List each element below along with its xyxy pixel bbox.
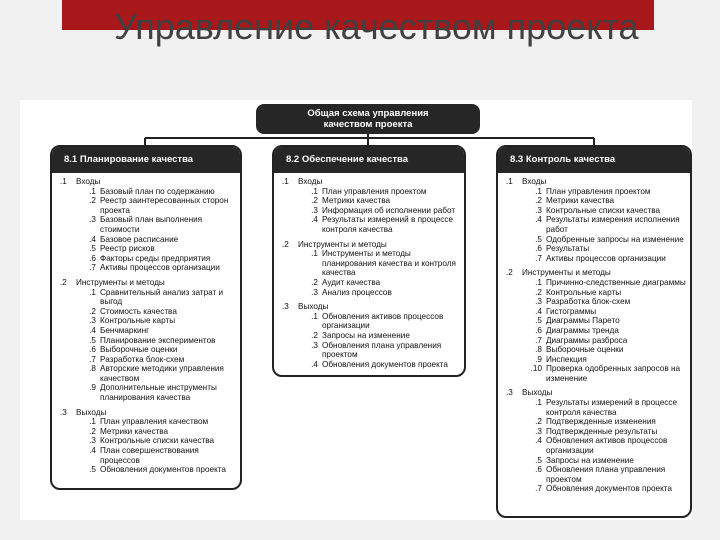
item-number: .7 [535,335,542,345]
section-items [300,187,460,235]
list-item [524,326,686,336]
item-number: .2 [311,196,318,206]
item-number: .1 [89,417,96,427]
list-item [524,456,686,466]
item-number: .9 [89,383,96,393]
section-title: Входы [76,177,101,186]
item-number: .5 [89,244,96,254]
list-item [78,417,236,427]
item-text: Контрольные списки качества [100,436,215,446]
item-text: План управления качеством [100,417,209,427]
section-title: Инструменты и методы [76,277,165,287]
item-text: Обновления активов процессов организации [322,311,444,331]
list-item [524,278,686,288]
list-item [78,187,236,197]
item-number: .1 [89,287,96,297]
item-number: .5 [89,335,96,345]
list-item [78,254,236,264]
item-text: Причинно-следственные диаграммы [546,277,686,287]
list-item [78,244,236,254]
item-text: Результаты измерений в процессе контроля качества [322,215,454,234]
root-line-1: Общая схема управления [307,108,429,119]
item-text: Метрики качества [322,196,391,206]
item-number: .8 [89,364,96,374]
column-header: 8.1 Планирование качества [52,147,240,173]
column-header: 8.2 Обеспечение качества [274,147,464,173]
item-text: План управления проектом [546,186,651,196]
item-text: Планирование экспериментов [100,335,216,345]
list-item [78,436,236,446]
item-text: Обновления документов проекта [546,484,672,494]
section-number: .2 [60,277,67,287]
item-number: .4 [89,325,96,335]
item-text: Обновления документов проекта [100,465,226,475]
list-item [78,465,236,475]
item-number: .1 [535,277,542,287]
item-number: .7 [89,263,96,273]
item-number: .2 [311,330,318,340]
section-items [300,312,460,370]
list-item [524,364,686,383]
column-quality-planning [50,145,242,490]
item-text: Реестр рисков [100,244,155,254]
item-text: Выборочные оценки [546,345,624,355]
section-title: Входы [522,177,547,186]
item-number: .3 [535,426,542,436]
item-text: Стоимость качества [100,306,177,316]
section-number: .1 [60,177,67,186]
item-text: Подтвержденные изменения [546,417,656,427]
item-text: Подтвержденные результаты [546,426,658,436]
section-gap [60,273,236,277]
list-item [524,288,686,298]
item-text: Одобренные запросы на изменение [546,234,684,244]
item-number: .2 [89,196,96,206]
item-text: Реестр заинтересованных сторон проекта [100,196,229,215]
section-number: .3 [506,388,513,398]
item-text: Разработка блок-схем [100,354,185,364]
section-title: Входы [298,177,323,186]
item-text: Результаты измерения исполнения работ [546,215,680,234]
section-heading [282,240,460,250]
list-item [78,326,236,336]
list-item [78,215,236,234]
item-number: .10 [530,364,542,374]
list-item [300,360,460,370]
item-number: .4 [311,359,318,369]
section-heading [282,177,460,187]
list-item [78,336,236,346]
list-item [300,196,460,206]
item-text: Бенчмаркинг [100,325,150,335]
section-number: .2 [282,239,289,249]
item-number: .4 [89,234,96,244]
item-number: .5 [535,316,542,326]
list-item [524,215,686,234]
item-text: Факторы среды предприятия [100,253,211,263]
item-text: Запросы на изменение [322,330,410,340]
section-gap [60,403,236,407]
item-number: .2 [89,306,96,316]
section-heading [506,177,686,187]
list-item [78,355,236,365]
item-number: .4 [89,446,96,456]
item-text: Результаты [546,244,590,254]
list-item [300,278,460,288]
item-text: Запросы на изменение [546,455,634,465]
item-text: Обновления плана управления проектом [322,340,442,360]
list-item [78,288,236,307]
item-text: Разработка блок-схем [546,297,631,307]
column-quality-control [496,145,692,518]
item-number: .4 [311,215,318,225]
list-item [524,196,686,206]
column-quality-assurance [272,145,466,377]
item-number: .8 [535,345,542,355]
root-line-2: качеством проекта [323,119,413,130]
item-text: Метрики качества [100,426,169,436]
section-number: .3 [60,407,67,417]
item-number: .1 [535,398,542,408]
list-item [524,235,686,245]
section-number: .2 [506,268,513,278]
item-text: Результаты измерений в процессе контроля качества [546,398,678,417]
column-body [274,173,464,369]
section-items [78,187,236,273]
item-number: .5 [89,465,96,475]
list-item [78,316,236,326]
item-number: .3 [89,316,96,326]
item-number: .3 [311,205,318,215]
list-item [524,316,686,326]
list-item [524,345,686,355]
item-text: Диаграммы Парето [546,316,620,326]
item-text: План управления проектом [322,186,427,196]
item-text: Базовый план по содержанию [100,186,215,196]
section-items [300,249,460,297]
item-text: Выборочные оценки [100,345,178,355]
column-header: 8.3 Контроль качества [498,147,690,173]
list-item [78,446,236,465]
item-number: .7 [535,484,542,494]
section-items [524,187,686,264]
item-text: Обновления плана управления проектом [546,465,666,484]
section-title: Выходы [76,407,107,417]
item-number: .4 [535,436,542,446]
item-number: .1 [311,249,318,259]
section-number: .3 [282,302,289,312]
item-number: .1 [89,186,96,196]
item-number: .6 [89,253,96,263]
list-item [524,484,686,494]
section-heading [60,177,236,187]
item-number: .6 [535,325,542,335]
item-number: .2 [89,426,96,436]
item-text: Дополнительные инструменты планирования качества [100,383,217,403]
item-number: .3 [311,287,318,297]
item-number: .5 [535,455,542,465]
item-text: Активы процессов организации [546,253,666,263]
item-number: .2 [535,287,542,297]
list-item [524,427,686,437]
section-items [78,288,236,403]
section-gap [282,235,460,239]
section-heading [60,408,236,418]
list-item [524,307,686,317]
item-text: Гистограммы [546,306,597,316]
item-number: .2 [311,277,318,287]
list-item [78,383,236,402]
item-number: .9 [535,354,542,364]
section-gap [282,297,460,301]
item-number: .1 [311,186,318,196]
list-item [524,254,686,264]
list-item [300,215,460,234]
section-gap [506,383,686,387]
slide-title: Управление качеством проекта [114,6,639,47]
item-number: .3 [89,436,96,446]
item-text: Инструменты и методы планирования качества и контроля качества [322,249,456,278]
list-item [300,341,460,360]
list-item [300,249,460,278]
list-item [300,331,460,341]
item-text: Базовое расписание [100,234,179,244]
list-item [524,436,686,455]
section-title: Выходы [298,302,329,312]
item-number: .3 [311,340,318,350]
item-text: Обновления активов процессов организации [546,436,668,456]
item-text: Диаграммы тренда [546,325,619,335]
section-number: .1 [506,177,513,186]
item-number: .2 [535,417,542,427]
list-item [78,263,236,273]
item-number: .3 [535,205,542,215]
item-text: Инспекция [546,354,587,364]
item-number: .7 [535,253,542,263]
column-body [52,173,240,475]
section-items [78,417,236,475]
item-text: Аудит качества [322,277,381,287]
list-item [78,196,236,215]
item-text: Авторские методики управления качеством [100,364,224,383]
list-item [300,187,460,197]
item-text: Анализ процессов [322,287,392,297]
list-item [78,364,236,383]
list-item [524,336,686,346]
list-item [78,345,236,355]
item-number: .4 [535,306,542,316]
column-body [498,173,690,494]
section-title: Выходы [522,388,553,398]
item-text: Сравнительный анализ затрат и выгод [100,287,224,307]
list-item [524,297,686,307]
item-number: .4 [535,215,542,225]
list-item [524,398,686,417]
list-item [78,427,236,437]
item-number: .3 [535,297,542,307]
list-item [524,417,686,427]
list-item [524,465,686,484]
section-items [524,398,686,494]
list-item [78,307,236,317]
item-number: .7 [89,354,96,364]
list-item [300,206,460,216]
item-text: Информация об исполнении работ [322,205,456,215]
item-text: Базовый план выполнения стоимости [100,215,203,234]
item-text: Обновления документов проекта [322,359,448,369]
item-number: .3 [89,215,96,225]
section-title: Инструменты и методы [298,239,387,249]
list-item [78,235,236,245]
section-heading [282,302,460,312]
item-text: Контрольные карты [546,287,622,297]
item-number: .6 [535,244,542,254]
section-number: .1 [282,177,289,186]
item-number: .1 [311,311,318,321]
list-item [524,355,686,365]
item-text: Активы процессов организации [100,263,220,273]
item-text: Проверка одобренных запросов на изменение [546,364,681,383]
item-text: Контрольные карты [100,316,176,326]
section-items [524,278,686,384]
section-title: Инструменты и методы [522,268,611,278]
item-text: Контрольные списки качества [546,205,661,215]
item-number: .5 [535,234,542,244]
item-number: .6 [89,345,96,355]
item-number: .6 [535,465,542,475]
item-number: .2 [535,196,542,206]
list-item [300,288,460,298]
section-gap [506,263,686,267]
list-item [524,244,686,254]
list-item [524,187,686,197]
section-heading [506,388,686,398]
root-node [256,104,480,134]
list-item [300,312,460,331]
list-item [524,206,686,216]
section-heading [60,278,236,288]
section-heading [506,268,686,278]
item-text: План совершенствования процессов [100,446,199,465]
item-number: .1 [535,186,542,196]
item-text: Метрики качества [546,196,615,206]
item-text: Диаграммы разброса [546,335,628,345]
